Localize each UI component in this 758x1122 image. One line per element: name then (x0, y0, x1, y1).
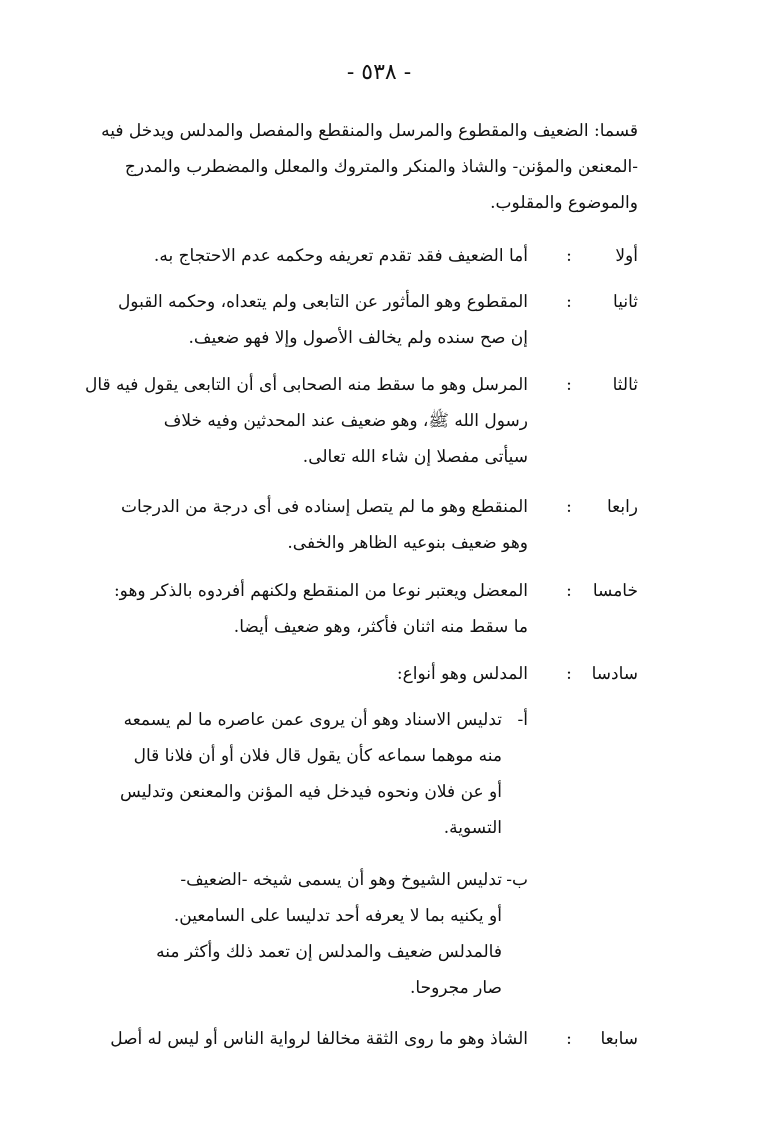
item-text: المدلس وهو أنواع: (396, 664, 528, 684)
sub-item-text: فالمدلس ضعيف والمدلس إن تعمد ذلك وأكثر منه (156, 942, 502, 962)
item-text: الشاذ وهو ما روى الثقة مخالفا لرواية الناس أو ليس له أصل (110, 1029, 528, 1049)
intro-line: -المعنعن والمؤنن- والشاذ والمنكر والمتروك والمعلل والمضطرب والمدرج (124, 157, 638, 177)
sub-item-marker: أ- (517, 710, 528, 730)
page-number: - ٥٣٨ - (346, 60, 412, 85)
item-text: رسول الله ﷺ، وهو ضعيف عند المحدثين وفيه خلاف (163, 411, 528, 431)
item-label: أولا (615, 246, 638, 266)
item-label: ثانيا (613, 292, 638, 312)
item-text: المنقطع وهو ما لم يتصل إسناده فى أى درجة من الدرجات (121, 497, 528, 517)
item-colon: : (566, 1029, 572, 1049)
sub-item-text: صار مجروحا. (410, 978, 502, 998)
item-label: رابعا (606, 497, 638, 517)
item-text: المقطوع وهو المأثور عن التابعى ولم يتعداه، وحكمه القبول (117, 292, 528, 312)
item-label: سادسا (591, 664, 638, 684)
item-text: إن صح سنده ولم يخالف الأصول وإلا فهو ضعيف. (188, 328, 528, 348)
sub-item-text: التسوية. (443, 818, 502, 838)
item-colon: : (566, 292, 572, 312)
item-colon: : (566, 375, 572, 395)
sub-item-text: تدليس الشيوخ وهو أن يسمى شيخه -الضعيف- (180, 870, 502, 890)
item-text: أما الضعيف فقد تقدم تعريفه وحكمه عدم الاحتجاج به. (153, 246, 528, 266)
sub-item-text: منه موهما سماعه كأن يقول قال فلان أو أن فلانا قال (133, 746, 502, 766)
sub-item-text: أو عن فلان ونحوه فيدخل فيه المؤنن والمعنعن وتدليس (120, 782, 502, 802)
item-colon: : (566, 246, 572, 266)
item-text: وهو ضعيف بنوعيه الظاهر والخفى. (287, 533, 528, 553)
sub-item-text: أو يكنيه بما لا يعرفه أحد تدليسا على السامعين. (173, 906, 502, 926)
item-colon: : (566, 581, 572, 601)
item-text: المعضل ويعتبر نوعا من المنقطع ولكنهم أفردوه بالذكر وهو: (113, 581, 528, 601)
item-text: ما سقط منه اثنان فأكثر، وهو ضعيف أيضا. (233, 617, 528, 637)
intro-line: قسما: الضعيف والمقطوع والمرسل والمنقطع والمفصل والمدلس ويدخل فيه (101, 121, 638, 141)
item-text: سيأتى مفصلا إن شاء الله تعالى. (302, 447, 528, 467)
item-label: خامسا (592, 581, 638, 601)
item-label: ثالثا (612, 375, 638, 395)
item-label: سابعا (600, 1029, 638, 1049)
item-colon: : (566, 497, 572, 517)
sub-item-marker: ب- (506, 870, 528, 890)
intro-line: والموضوع والمقلوب. (490, 193, 638, 213)
item-text: المرسل وهو ما سقط منه الصحابى أى أن التابعى يقول فيه قال (85, 375, 528, 395)
sub-item-text: تدليس الاسناد وهو أن يروى عمن عاصره ما لم يسمعه (123, 710, 502, 730)
item-colon: : (566, 664, 572, 684)
